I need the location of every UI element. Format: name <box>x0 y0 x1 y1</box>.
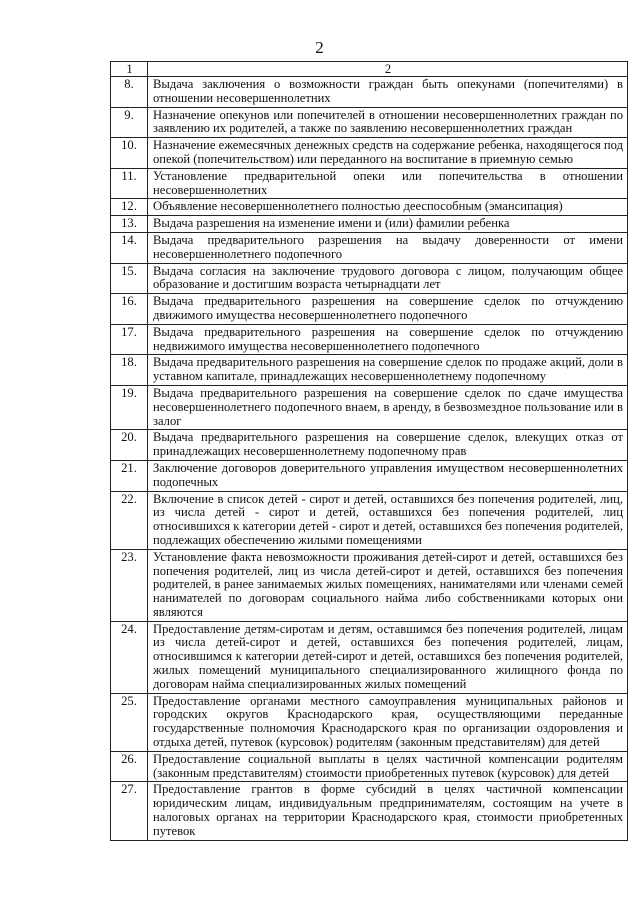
row-number: 10. <box>111 138 148 169</box>
service-name: Выдача предварительного разрешения на выдачу доверенности от имени несовершеннолетнего подопечного <box>148 232 628 263</box>
service-name: Выдача предварительного разрешения на совершение сделок по отчуждению недвижимого имущества несовершеннолетнего подопечного <box>148 324 628 355</box>
table-row <box>111 216 628 233</box>
service-name: Выдача предварительного разрешения на совершение сделок по продаже акций, доли в уставном капитале, принадлежащих несовершеннолетнему подопечному <box>148 355 628 386</box>
table-row <box>111 693 628 751</box>
table-row <box>111 294 628 325</box>
row-number: 19. <box>111 385 148 429</box>
service-name: Объявление несовершеннолетнего полностью дееспособным (эмансипация) <box>148 199 628 216</box>
service-name: Выдача предварительного разрешения на совершение сделок, влекущих отказ от принадлежащих несовершеннолетнему подопечному прав <box>148 430 628 461</box>
service-name: Заключение договоров доверительного управления имуществом несовершеннолетних подопечных <box>148 460 628 491</box>
row-number: 22. <box>111 491 148 549</box>
service-name: Предоставление детям-сиротам и детям, оставшимся без попечения родителей, лицам из числа детей-сирот и детей, оставшихся без попечения родителей, лицам, относившимся к категории детей-сирот и детей, оставшихся без попечения родителей, жилых помещений муниципального специализированного жилищного фонда по договорам найма специализированных жилых помещений <box>148 621 628 693</box>
table-row <box>111 232 628 263</box>
row-number: 20. <box>111 430 148 461</box>
row-number: 17. <box>111 324 148 355</box>
service-name: Выдача предварительного разрешения на совершение сделок по отчуждению движимого имущества несовершеннолетнего подопечного <box>148 294 628 325</box>
service-name: Установление предварительной опеки или попечительства в отношении несовершеннолетних <box>148 168 628 199</box>
page-number: 2 <box>315 38 324 57</box>
row-number: 26. <box>111 751 148 782</box>
table-row <box>111 77 628 108</box>
table-row <box>111 168 628 199</box>
service-name: Предоставление социальной выплаты в целях частичной компенсации родителям (законным представителям) стоимости приобретенных путевок (курсовок) для детей <box>148 751 628 782</box>
service-name: Предоставление органами местного самоуправления муниципальных районов и городских округов Краснодарского края, осуществляющими переданные государственные полномочия Краснодарского края по организации оздоровления и отдыха детей, путевок (курсовок) родителям (законным представителям) для детей <box>148 693 628 751</box>
service-name: Выдача разрешения на изменение имени и (или) фамилии ребенка <box>148 216 628 233</box>
table-row <box>111 460 628 491</box>
service-name: Установление факта невозможности проживания детей-сирот и детей, оставшихся без попечения родителей, лиц из числа детей-сирот и детей, оставшихся без попечения родителей, в ранее занимаемых жилых помещениях, нанимателями или членами семей нанимателей по договорам социального найма либо собственниками которых они являются <box>148 549 628 621</box>
column-header-number: 1 <box>111 62 148 77</box>
table-row <box>111 138 628 169</box>
row-number: 25. <box>111 693 148 751</box>
table-row <box>111 385 628 429</box>
service-name: Выдача согласия на заключение трудового договора с лицом, получающим общее образование и достигшим возраста четырнадцати лет <box>148 263 628 294</box>
table-row <box>111 263 628 294</box>
table-row <box>111 621 628 693</box>
service-name: Выдача предварительного разрешения на совершение сделок по сдаче имущества несовершеннолетнего подопечного внаем, в аренду, в безвозмездное пользование или в залог <box>148 385 628 429</box>
row-number: 24. <box>111 621 148 693</box>
table-row <box>111 751 628 782</box>
service-name: Включение в список детей - сирот и детей, оставшихся без попечения родителей, лиц, из числа детей - сирот и детей, оставшихся без попечения родителей, лиц относившихся к категории детей - сирот и детей, оставшихся без попечения родителей, подлежащих обеспечению жилыми помещениями <box>148 491 628 549</box>
row-number: 18. <box>111 355 148 386</box>
services-table <box>110 61 628 841</box>
service-name: Предоставление грантов в форме субсидий в целях частичной компенсации юридическим лицам, индивидуальным предпринимателям, состоящим на учете в налоговых органах на территории Краснодарского края, стоимости приобретенных путевок <box>148 782 628 840</box>
row-number: 16. <box>111 294 148 325</box>
table-row <box>111 355 628 386</box>
column-header-name: 2 <box>148 62 628 77</box>
service-name: Назначение опекунов или попечителей в отношении несовершеннолетних граждан по заявлению их родителей, а также по заявлению несовершеннолетних граждан <box>148 107 628 138</box>
table-row <box>111 782 628 840</box>
row-number: 23. <box>111 549 148 621</box>
row-number: 8. <box>111 77 148 108</box>
table-header-row <box>111 62 628 77</box>
table-row <box>111 491 628 549</box>
row-number: 15. <box>111 263 148 294</box>
row-number: 21. <box>111 460 148 491</box>
table-row <box>111 107 628 138</box>
row-number: 13. <box>111 216 148 233</box>
table-row <box>111 199 628 216</box>
table-row <box>111 430 628 461</box>
row-number: 11. <box>111 168 148 199</box>
table-row <box>111 549 628 621</box>
row-number: 12. <box>111 199 148 216</box>
row-number: 14. <box>111 232 148 263</box>
service-name: Выдача заключения о возможности граждан быть опекунами (попечителями) в отношении несовершеннолетних <box>148 77 628 108</box>
row-number: 9. <box>111 107 148 138</box>
table-row <box>111 324 628 355</box>
row-number: 27. <box>111 782 148 840</box>
service-name: Назначение ежемесячных денежных средств на содержание ребенка, находящегося под опекой (попечительством) или переданного на воспитание в приемную семью <box>148 138 628 169</box>
